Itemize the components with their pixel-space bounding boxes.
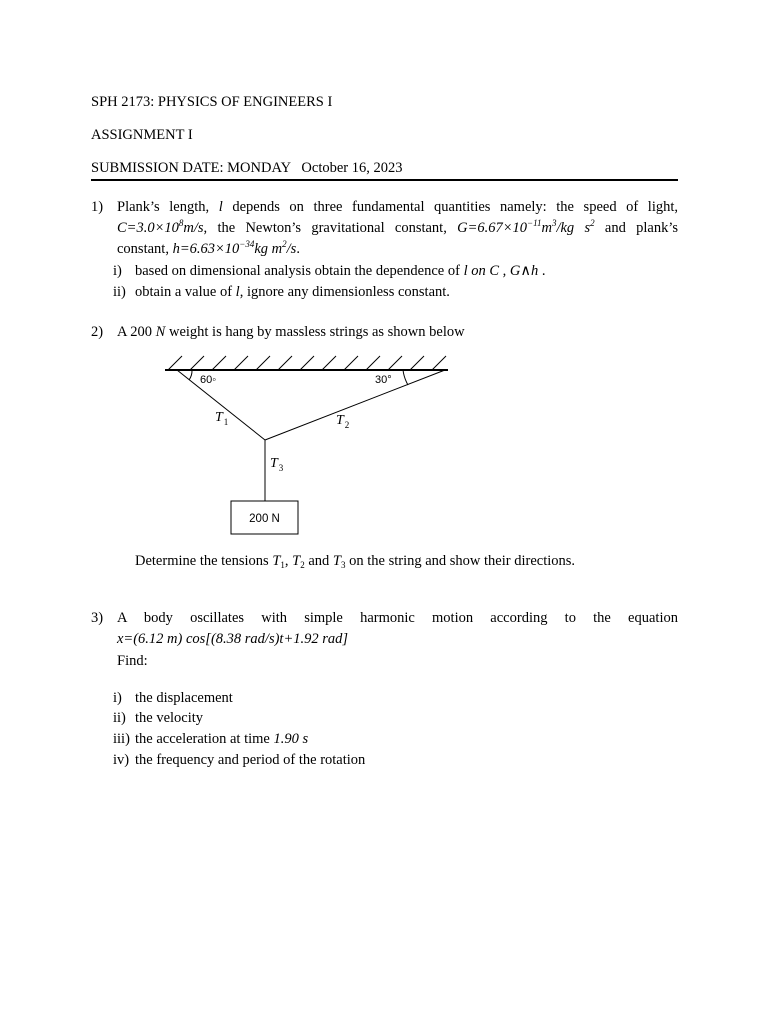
weight-box-label: 200 N xyxy=(249,513,280,525)
question-3-text: A body oscillates with simple harmonic motion according to the equation xyxy=(117,610,678,626)
ceiling-hatch xyxy=(168,356,446,370)
h-equation: $h=6.63\times 10^{-34}kg$ $m^2/s$ xyxy=(172,239,297,257)
angle-label-left: 60◦ xyxy=(200,374,217,386)
question-2-instruction: Determine the tensions $T_1$, $T_2$ and $T_3$ on the string and show their directions. xyxy=(135,553,576,570)
question-3-item-ii: ii) the velocity xyxy=(113,710,204,726)
angle-arc-right xyxy=(403,370,408,385)
t1-label: $T_1$ xyxy=(215,410,229,427)
angle-arc-left xyxy=(189,370,192,380)
string-t1 xyxy=(177,370,265,440)
string-t2 xyxy=(265,370,445,440)
t2-label: $T_2$ xyxy=(336,413,350,430)
angle-label-right: 30° xyxy=(375,374,392,386)
question-3-item-i: i) the displacement xyxy=(113,690,233,706)
question-2: 2) A 200 N weight is hang by massless strings as shown below xyxy=(91,322,678,343)
question-1-text: Plank’s length, l depends on three fundamental quantities namely: the speed of light, $C=3.0\times 10^8m/s$, the Newton’s gravitational constant, $G=6.67\times 10^{-11}m^3/kg$ $s^2$ and plank’s constant, $h=6.63\times 10^{-34}kg$ $m^2/s$. xyxy=(117,199,678,257)
c-equation: $C=3.0\times 10^8m/s$ xyxy=(117,218,204,236)
question-3-equation: x=(6.12 m) cos[(8.38 rad/s)t+1.92 rad] xyxy=(117,631,349,647)
course-title: SPH 2173: PHYSICS OF ENGINEERS I xyxy=(91,94,333,110)
question-1-sub-ii: ii) obtain a value of l, ignore any dimensionless constant. xyxy=(113,284,450,300)
question-3-item-iii: iii) the acceleration at time 1.90 s xyxy=(113,731,309,747)
question-1-sub-i: i) based on dimensional analysis obtain the dependence of l on C , G∧h . xyxy=(113,263,546,279)
question-3: 3) A body oscillates with simple harmonic motion according to the equation xyxy=(91,608,678,629)
header-rule xyxy=(91,179,678,181)
assignment-title: ASSIGNMENT I xyxy=(91,127,193,143)
question-number: 1) xyxy=(91,199,104,215)
g-equation: $G=6.67\times 10^{-11}m^3/kg$ $s^2$ xyxy=(457,218,595,236)
question-3-item-iv: iv) the frequency and period of the rotation xyxy=(113,752,366,768)
t3-label: $T_3$ xyxy=(270,456,284,473)
question-3-find: Find: xyxy=(117,653,148,669)
tension-diagram xyxy=(160,348,460,538)
question-2-text: A 200 N weight is hang by massless strings as shown below xyxy=(117,324,465,340)
question-1 xyxy=(91,197,678,260)
submission-date: SUBMISSION DATE: MONDAY October 16, 2023 xyxy=(91,160,403,176)
